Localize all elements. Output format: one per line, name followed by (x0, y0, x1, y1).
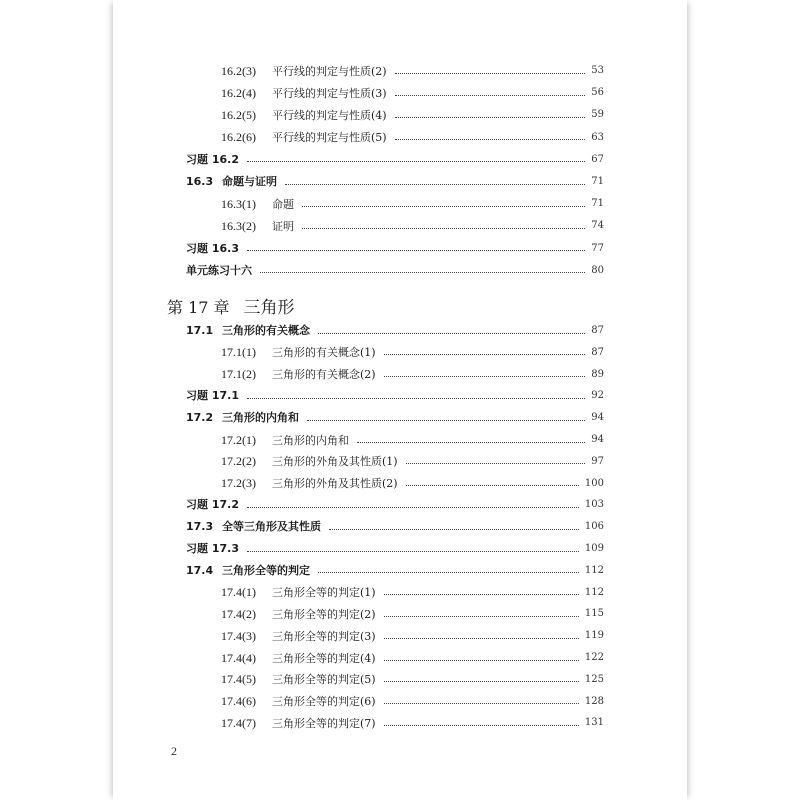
entry-label (221, 648, 376, 669)
entry-label (221, 83, 387, 104)
entry-label (221, 216, 294, 237)
entry-label (186, 517, 321, 537)
entry-title: 单元练习十六 (186, 263, 252, 277)
toc-subsection-entry (221, 692, 604, 712)
entry-page-number: 87 (591, 325, 604, 336)
dot-leader (285, 184, 585, 185)
entry-label (186, 495, 239, 515)
entry-label (221, 626, 376, 647)
entry-label (186, 386, 239, 406)
entry-page-number: 80 (591, 264, 604, 276)
entry-page-number: 112 (584, 564, 604, 576)
entry-title: 三角形的有关概念(1) (272, 346, 376, 360)
page-number: 2 (171, 744, 177, 758)
entry-title: 三角形的外角及其性质(1) (272, 455, 398, 469)
toc-subsection-entry (221, 713, 604, 733)
dot-leader (384, 638, 579, 639)
entry-title: 三角形全等的判定(3) (272, 629, 376, 643)
entry-number: 17.1(2) (221, 367, 256, 382)
entry-label (221, 451, 398, 472)
entry-number: 17.4(2) (221, 606, 256, 621)
entry-page-number: 63 (591, 131, 604, 143)
dot-leader (247, 250, 585, 251)
dot-leader (406, 485, 579, 486)
toc-subsection-entry (221, 604, 604, 624)
entry-title: 三角形的内角和 (272, 433, 349, 447)
entry-title: 命题 (272, 197, 294, 211)
dot-leader (395, 139, 586, 140)
entry-label (186, 561, 310, 581)
toc-exercise-entry (186, 239, 604, 259)
toc-section-entry (186, 517, 604, 537)
entry-title: 习题 17.2 (186, 498, 239, 512)
entry-title: 习题 17.3 (186, 542, 239, 555)
dot-leader (384, 660, 579, 661)
entry-label (221, 691, 376, 712)
entry-title: 三角形全等的判定 (222, 563, 310, 577)
entry-number: 17.3 (186, 520, 214, 534)
toc-subsection-entry (221, 452, 604, 472)
entry-page-number: 87 (591, 346, 604, 358)
entry-title: 三角形全等的判定(4) (272, 651, 376, 665)
entry-number: 16.3(2) (221, 218, 256, 233)
entry-page-number: 119 (584, 630, 604, 642)
entry-label (186, 239, 239, 259)
entry-title: 三角形的有关概念 (222, 324, 310, 337)
entry-label (221, 713, 376, 734)
entry-label (221, 105, 387, 126)
entry-number: 17.2(1) (221, 432, 256, 447)
entry-title: 三角形全等的判定(7) (272, 716, 376, 730)
entry-title: 习题 16.3 (186, 241, 239, 255)
toc-subsection-entry (221, 194, 604, 214)
entry-page-number: 59 (591, 109, 604, 121)
entry-page-number: 94 (591, 412, 604, 424)
toc-subsection-entry (221, 128, 604, 148)
dot-leader (384, 354, 586, 355)
dot-leader (384, 681, 579, 682)
entry-page-number: 109 (584, 543, 604, 554)
entry-page-number: 97 (591, 455, 604, 467)
toc-subsection-entry (221, 670, 604, 690)
entry-title: 三角形全等的判定(1) (272, 586, 376, 600)
entry-label (186, 321, 310, 341)
entry-page-number: 128 (584, 695, 604, 707)
toc-subsection-entry (221, 105, 604, 125)
entry-title: 三角形的内角和 (222, 411, 299, 425)
entry-number: 17.1(1) (221, 345, 256, 360)
entry-label (186, 172, 277, 192)
dot-leader (329, 529, 579, 530)
entry-label (186, 408, 299, 428)
dot-leader (247, 161, 585, 162)
dot-leader (406, 463, 586, 464)
dot-leader (384, 594, 579, 595)
entry-page-number: 92 (591, 390, 604, 402)
entry-page-number: 56 (591, 87, 604, 99)
entry-label (221, 473, 398, 494)
chapter-label: 第 17 章 (167, 298, 230, 317)
entry-page-number: 106 (584, 521, 604, 533)
entry-title: 三角形全等的判定(6) (272, 695, 376, 709)
dot-leader (395, 73, 586, 74)
entry-title: 习题 17.1 (186, 389, 239, 403)
entry-number: 17.2(3) (221, 476, 256, 491)
entry-page-number: 122 (584, 652, 604, 663)
entry-page-number: 100 (584, 477, 604, 489)
toc-exercise-entry (186, 261, 604, 281)
entry-label (221, 582, 376, 603)
entry-label (186, 539, 239, 559)
entry-label (221, 194, 294, 215)
dot-leader (384, 703, 579, 704)
toc-section-entry (186, 172, 604, 192)
entry-title: 平行线的判定与性质(3) (272, 86, 387, 100)
entry-page-number: 103 (584, 499, 604, 511)
entry-label (186, 150, 239, 170)
entry-number: 17.4 (186, 563, 214, 577)
entry-number: 17.4(3) (221, 628, 256, 643)
entry-label (221, 430, 349, 451)
entry-page-number: 112 (584, 586, 604, 598)
entry-page-number: 77 (591, 242, 604, 254)
dot-leader (247, 551, 579, 552)
entry-number: 17.4(7) (221, 715, 256, 730)
dot-leader (384, 616, 579, 617)
entry-number: 17.1 (186, 324, 214, 337)
entry-title: 命题与证明 (222, 175, 277, 188)
dot-leader (302, 206, 585, 207)
toc-subsection-entry (221, 61, 604, 81)
entry-page-number: 94 (591, 434, 604, 445)
entry-title: 平行线的判定与性质(4) (272, 108, 387, 122)
entry-number: 16.3(1) (221, 196, 256, 211)
entry-label (221, 61, 387, 82)
toc-subsection-entry (221, 583, 604, 603)
dot-leader (307, 420, 585, 421)
entry-number: 16.2(3) (221, 63, 256, 78)
entry-page-number: 74 (591, 220, 604, 232)
toc-subsection-entry (221, 474, 604, 494)
dot-leader (384, 376, 586, 377)
chapter-heading (167, 296, 295, 320)
entry-number: 17.2 (186, 411, 214, 425)
entry-title: 证明 (272, 219, 294, 233)
entry-number: 16.2(6) (221, 130, 256, 145)
entry-label (186, 261, 252, 281)
toc-subsection-entry (221, 648, 604, 668)
entry-title: 平行线的判定与性质(2) (272, 64, 387, 78)
entry-page-number: 89 (591, 368, 604, 380)
entry-page-number: 125 (584, 673, 604, 685)
entry-page-number: 71 (591, 198, 604, 210)
entry-title: 三角形的外角及其性质(2) (272, 477, 398, 491)
dot-leader (395, 117, 586, 118)
toc-exercise-entry (186, 386, 604, 406)
entry-number: 16.2(5) (221, 107, 256, 122)
entry-label (221, 604, 376, 625)
entry-page-number: 115 (584, 608, 604, 620)
entry-label (221, 364, 376, 385)
entry-number: 16.2(4) (221, 85, 256, 100)
entry-page-number: 71 (591, 176, 604, 187)
entry-label (221, 669, 376, 690)
toc-subsection-entry (221, 83, 604, 103)
dot-leader (384, 725, 579, 726)
entry-number: 17.2(2) (221, 454, 256, 469)
entry-page-number: 131 (584, 717, 604, 729)
toc-subsection-entry (221, 626, 604, 646)
entry-number: 17.4(4) (221, 650, 256, 665)
entry-number: 17.4(5) (221, 672, 256, 687)
entry-number: 16.3 (186, 175, 214, 188)
toc-section-entry (186, 561, 604, 581)
entry-title: 全等三角形及其性质 (222, 520, 321, 534)
entry-title: 三角形的有关概念(2) (272, 368, 376, 382)
dot-leader (247, 507, 579, 508)
entry-number: 17.4(1) (221, 585, 256, 600)
toc-exercise-entry (186, 539, 604, 559)
dot-leader (318, 333, 585, 334)
dot-leader (318, 572, 579, 573)
dot-leader (247, 398, 585, 399)
dot-leader (302, 228, 585, 229)
entry-title: 平行线的判定与性质(5) (272, 131, 387, 145)
chapter-title: 三角形 (243, 298, 295, 318)
entry-page-number: 53 (591, 65, 604, 76)
entry-page-number: 67 (591, 153, 604, 165)
entry-title: 三角形全等的判定(5) (272, 673, 376, 687)
toc-subsection-entry (221, 216, 604, 236)
toc-subsection-entry (221, 430, 604, 450)
dot-leader (395, 95, 586, 96)
toc-section-entry (186, 321, 604, 341)
toc-exercise-entry (186, 495, 604, 515)
toc-exercise-entry (186, 150, 604, 170)
dot-leader (357, 442, 585, 443)
toc-section-entry (186, 408, 604, 428)
entry-number: 17.4(6) (221, 694, 256, 709)
dot-leader (260, 272, 585, 273)
toc-subsection-entry (221, 365, 604, 385)
entry-label (221, 342, 376, 363)
entry-title: 三角形全等的判定(2) (272, 607, 376, 621)
toc-subsection-entry (221, 343, 604, 363)
entry-title: 习题 16.2 (186, 152, 239, 166)
entry-label (221, 127, 387, 148)
